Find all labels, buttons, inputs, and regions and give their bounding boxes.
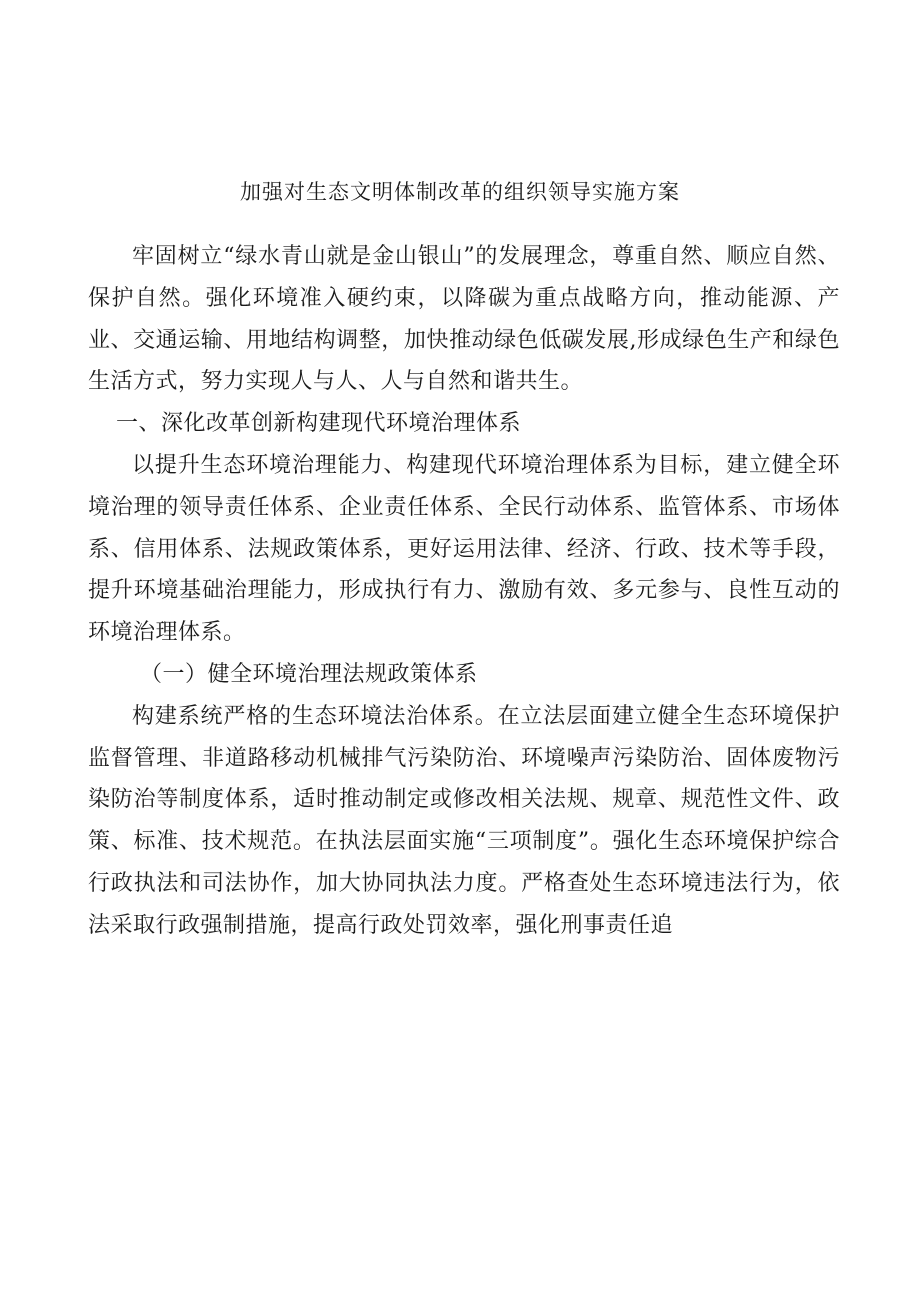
subsection-1-paragraph: 构建系统严格的生态环境法治体系。在立法层面建立健全生态环境保护监督管理、非道路移动机械排气污染防治、环境噪声污染防治、固体废物污染防治等制度体系，适时推动制定或修改相关法规、规章、规范性文件、政策、标准、技术规范。在执法层面实施“三项制度”。强化生态环境保护综合行政执法和司法协作，加大协同执法力度。严格查处生态环境违法行为，依法采取行政强制措施，提高行政处罚效率，强化刑事责任追 <box>88 703 840 938</box>
subsection-heading-1: （一）健全环境治理法规政策体系 <box>140 661 478 687</box>
document-body <box>88 236 840 947</box>
section-heading-1: 一、深化改革创新构建现代环境治理体系 <box>116 411 522 437</box>
section-1-paragraph: 以提升生态环境治理能力、构建现代环境治理体系为目标，建立健全环境治理的领导责任体系、企业责任体系、全民行动体系、监管体系、市场体系、信用体系、法规政策体系，更好运用法律、经济、行政、技术等手段，提升环境基础治理能力，形成执行有力、激励有效、多元参与、良性互动的环境治理体系。 <box>88 452 840 646</box>
document-title: 加强对生态文明体制改革的组织领导实施方案 <box>240 180 680 204</box>
intro-paragraph: 牢固树立“绿水青山就是金山银山”的发展理念，尊重自然、顺应自然、保护自然。强化环境准入硬约束，以降碳为重点战略方向，推动能源、产业、交通运输、用地结构调整，加快推动绿色低碳发展,形成绿色生产和绿色生活方式，努力实现人与人、人与自然和谐共生。 <box>88 244 840 395</box>
